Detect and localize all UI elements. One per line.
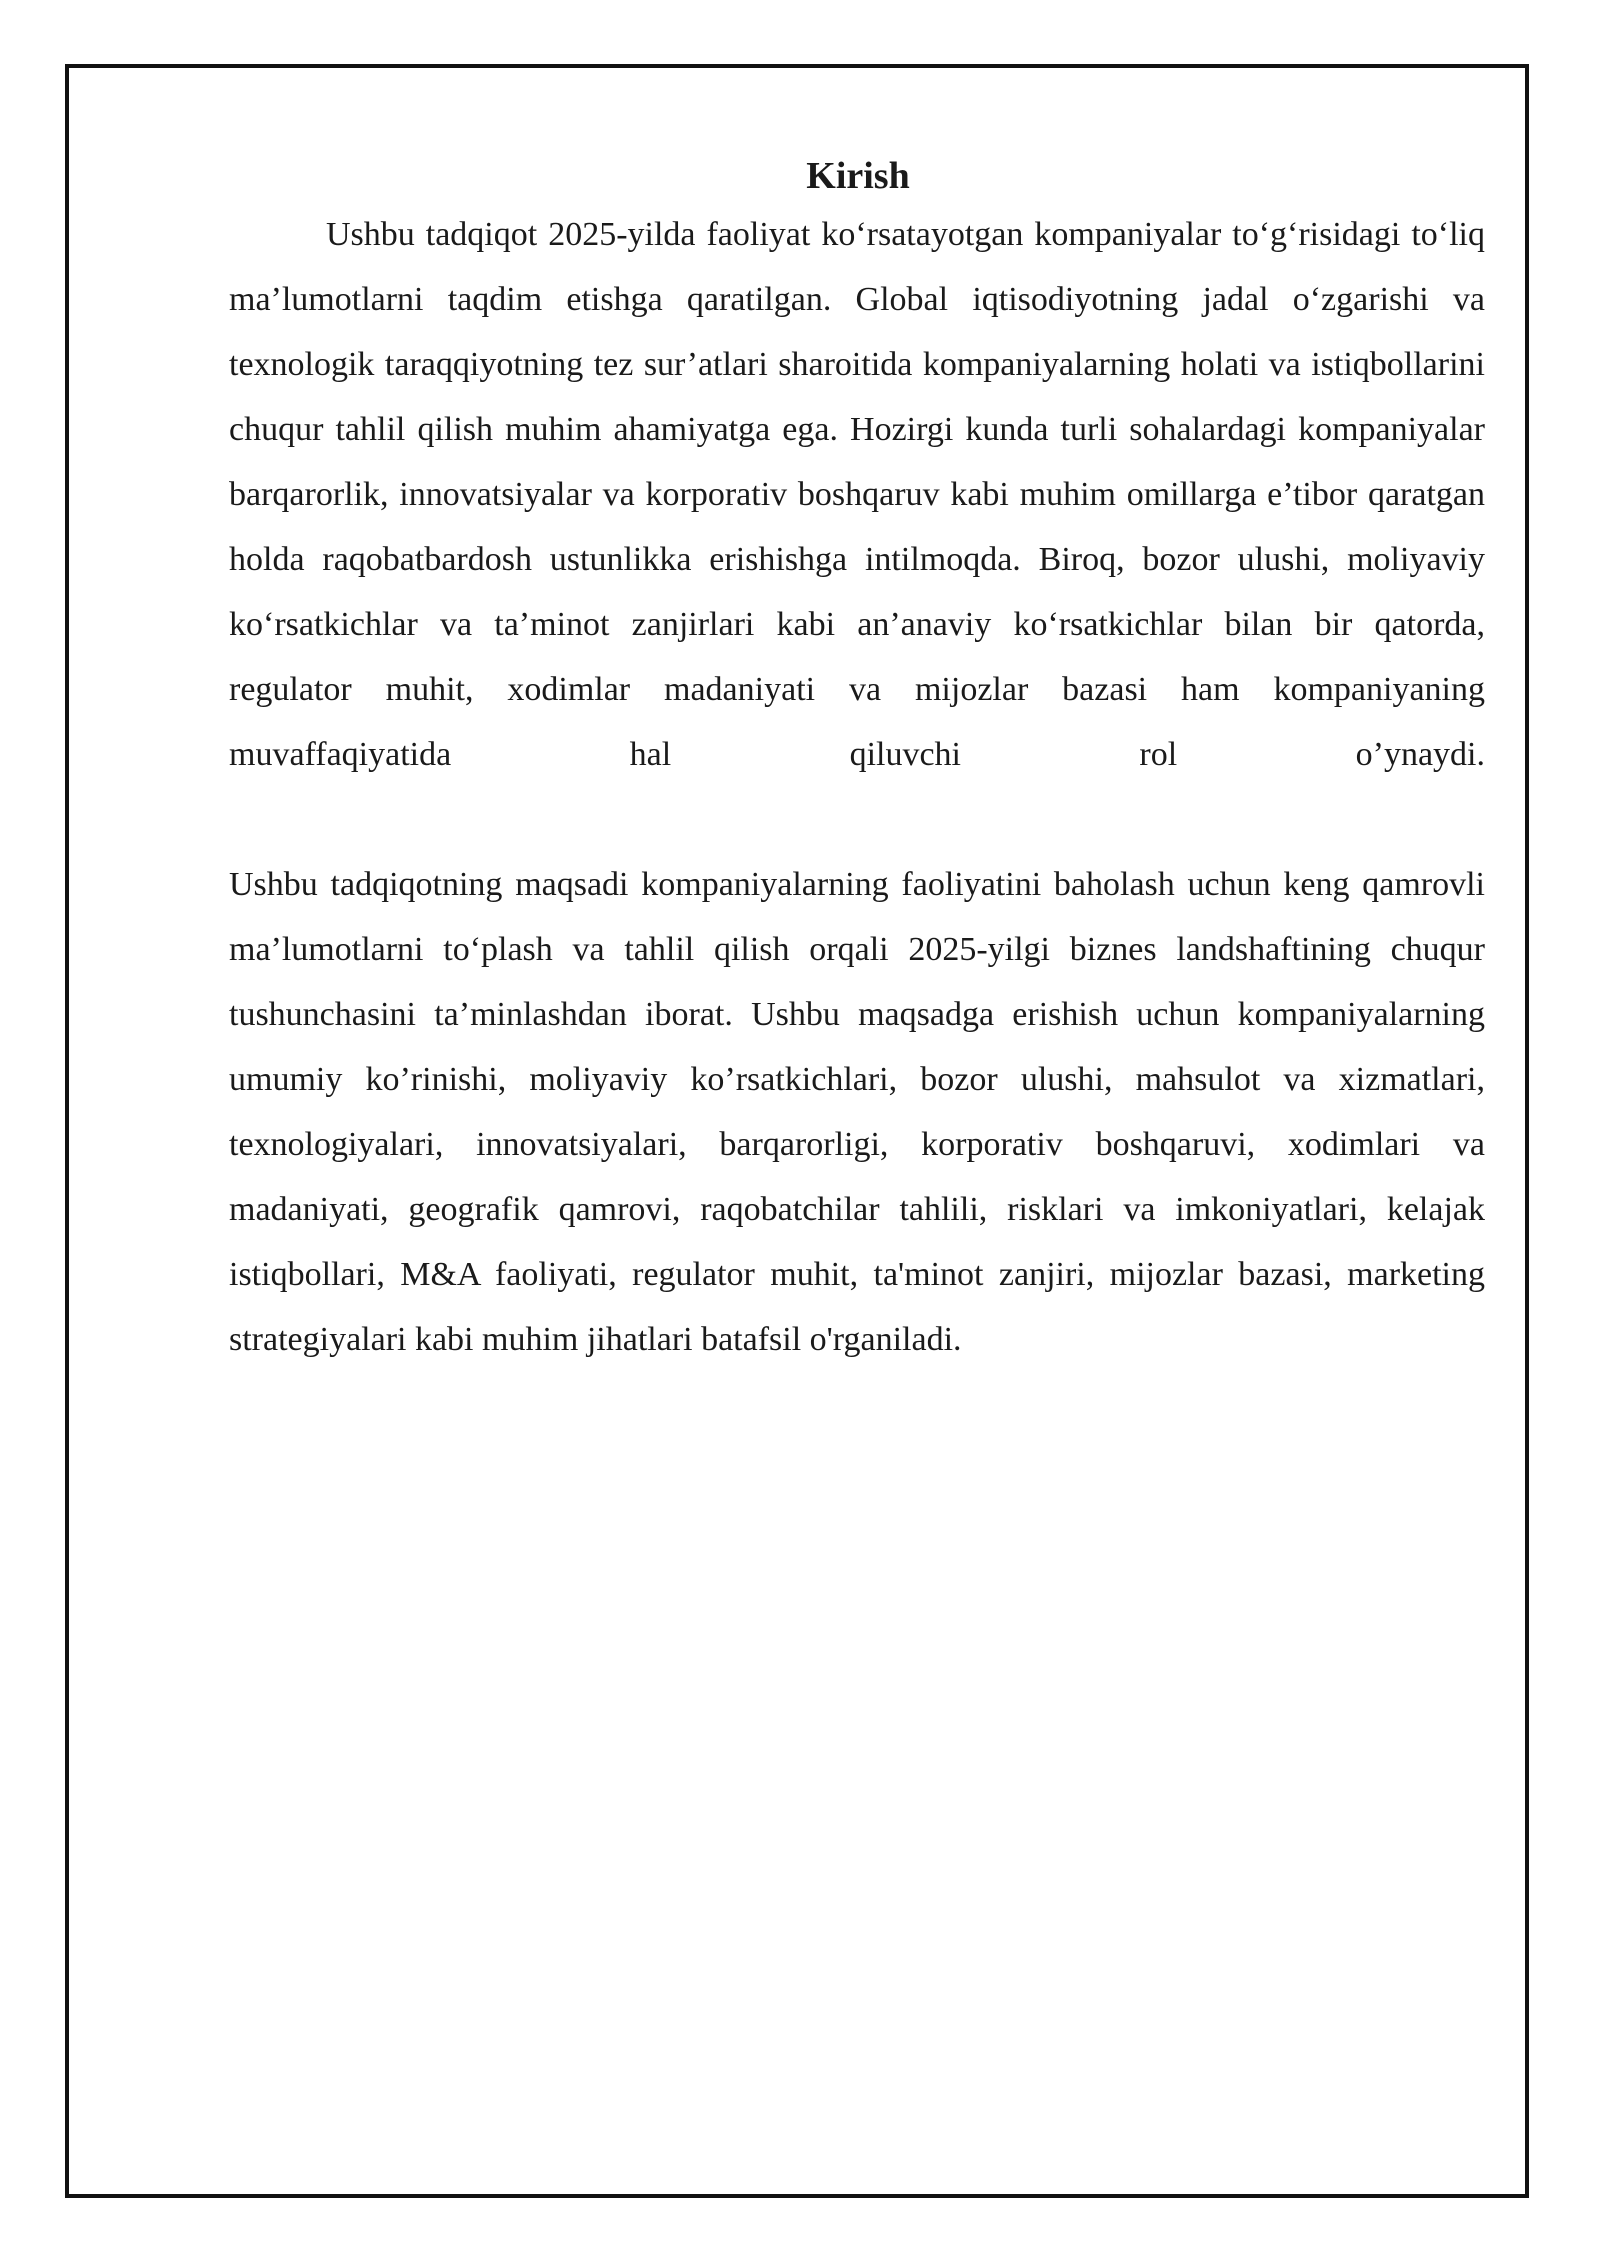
paragraph-introduction: Ushbu tadqiqot 2025-yilda faoliyat ko‘rsatayotgan kompaniyalar to‘g‘risidagi to‘liq ma’lumotlarni taqdim etishga qaratilgan. Global iqtisodiyotning jadal o‘zgarishi va texnologik taraqqiyotning tez sur’atlari sharoitida kompaniyalarning holati va istiqbollarini chuqur tahlil qilish muhim ahamiyatga ega. Hozirgi kunda turli sohalardagi kompaniyalar barqarorlik, innovatsiyalar va korporativ boshqaruv kabi muhim omillarga e’tibor qaratgan holda raqobatbardosh ustunlikka erishishga intilmoqda. Biroq, bozor ulushi, moliyaviy ko‘rsatkichlar va ta’minot zanjirlari kabi an’anaviy ko‘rsatkichlar bilan bir qatorda, regulator muhit, xodimlar madaniyati va mijozlar bazasi ham kompaniyaning muvaffaqiyatida hal qiluvchi rol o’ynaydi. xyxy=(229,216,1485,773)
paragraph-purpose: Ushbu tadqiqotning maqsadi kompaniyalarning faoliyatini baholash uchun keng qamrovli ma’lumotlarni to‘plash va tahlil qilish orqali 2025-yilgi biznes landshaftining chuqur tushunchasini ta’minlashdan iborat. Ushbu maqsadga erishish uchun kompaniyalarning umumiy ko’rinishi, moliyaviy ko’rsatkichlari, bozor ulushi, mahsulot va xizmatlari, texnologiyalari, innovatsiyalari, barqarorligi, korporativ boshqaruvi, xodimlari va madaniyati, geografik qamrovi, raqobatchilar tahlili, risklari va imkoniyatlari, kelajak istiqbollari, M&A faoliyati, regulator muhit, ta'minot zanjiri, mijozlar bazasi, marketing strategiyalari kabi muhim jihatlari batafsil o'rganiladi. xyxy=(229,866,1485,1358)
paragraph-spacer xyxy=(229,787,1485,852)
document-body xyxy=(229,150,1485,1372)
section-title: Kirish xyxy=(806,155,910,197)
